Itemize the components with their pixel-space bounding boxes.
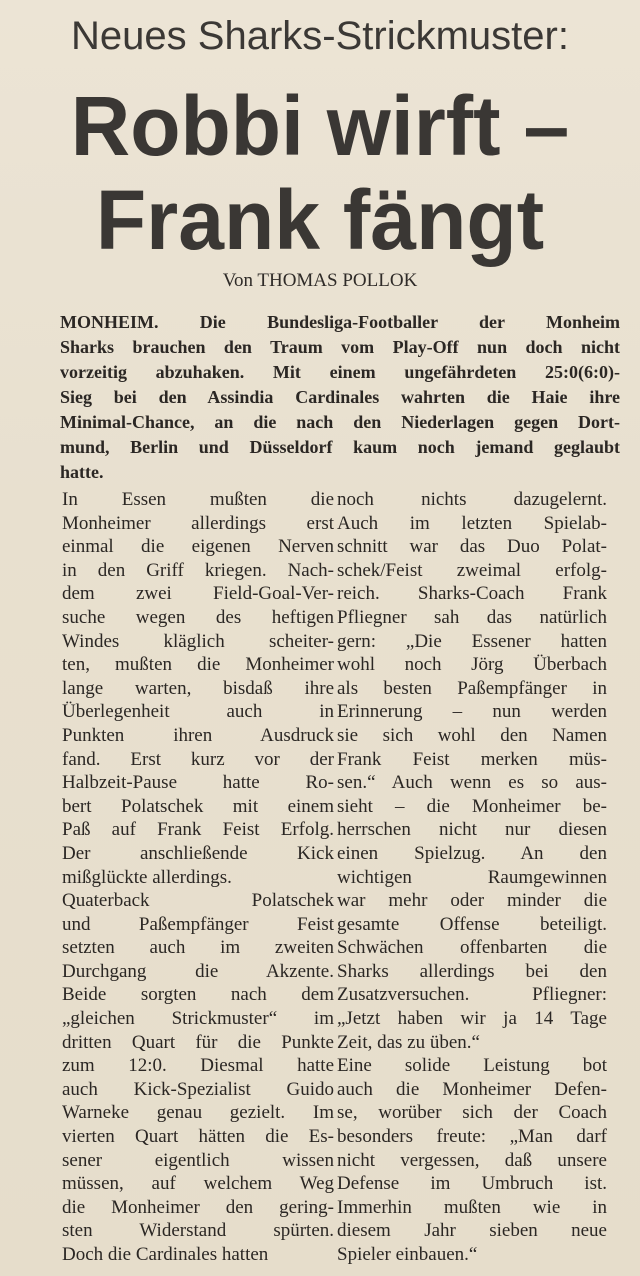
body-line: einen Spielzug. An den (337, 842, 607, 864)
body-line: Quaterback Polatschek (62, 890, 334, 912)
body-line: lange warten, bisdaß ihre (62, 677, 334, 699)
body-line: Monheimer allerdings erst (62, 512, 334, 534)
body-line: auch Kick-Spezialist Guido (62, 1078, 334, 1100)
body-line: gern: „Die Essener hatten (337, 630, 607, 652)
body-line: Beide sorgten nach dem (62, 984, 334, 1006)
body-line: Durchgang die Akzente. (62, 960, 334, 982)
body-line: Schwächen offenbarten die (337, 937, 607, 959)
body-line: Zeit, das zu üben.“ (337, 1031, 480, 1053)
body-line: müssen, auf welchem Weg (62, 1173, 334, 1195)
body-line: ten, mußten die Monheimer (62, 654, 334, 676)
body-line: sen.“ Auch wenn es so aus- (337, 772, 607, 794)
body-line: In Essen mußten die (62, 489, 334, 510)
headline-line-2: Frank fängt (95, 173, 545, 267)
lead-paragraph (60, 310, 620, 485)
body-line: schek/Feist zweimal erfolg- (337, 559, 607, 581)
body-line: se, worüber sich der Coach (337, 1102, 607, 1124)
body-line: Paß auf Frank Feist Erfolg. (62, 819, 334, 841)
lead-line: MONHEIM. Die Bundesliga-Footballer der Monheim (60, 312, 620, 332)
lead-line: hatte. (60, 462, 104, 482)
body-line: Spieler einbauen.“ (337, 1244, 478, 1265)
body-line: sten Widerstand spürten. (62, 1220, 334, 1242)
body-line: setzten auch im zweiten (62, 937, 334, 959)
body-line: Sharks allerdings bei den (337, 960, 607, 982)
body-line: fand. Erst kurz vor der (62, 748, 334, 770)
lead-line: mund, Berlin und Düsseldorf kaum noch jemand geglaubt (60, 437, 620, 457)
body-line: diesem Jahr sieben neue (337, 1220, 607, 1242)
body-line: zum 12:0. Diesmal hatte (62, 1055, 334, 1077)
column-left (62, 488, 334, 1267)
lead-line: Sieg bei den Assindia Cardinales wahrten die Haie ihre (60, 387, 620, 407)
body-line: Überlegenheit auch in (62, 701, 334, 723)
body-line: schnitt war das Duo Polat- (337, 536, 607, 558)
column-right (337, 488, 607, 1267)
body-line: Punkten ihren Ausdruck (62, 724, 334, 746)
body-line: und Paßempfänger Feist (62, 913, 334, 935)
body-line: die Monheimer den gering- (62, 1196, 334, 1218)
headline-line-1: Robbi wirft – (70, 79, 570, 173)
body-line: „gleichen Strickmuster“ im (62, 1008, 334, 1030)
body-line: bert Polatschek mit einem (62, 795, 334, 817)
body-line: gesamte Offense beteiligt. (337, 913, 607, 935)
body-line: war mehr oder minder die (337, 890, 607, 912)
body-line: Auch im letzten Spielab- (337, 512, 607, 534)
body-line: als besten Paßempfänger in (337, 677, 607, 699)
body-line: Doch die Cardinales hatten (62, 1244, 269, 1265)
body-line: sener eigentlich wissen (62, 1149, 334, 1171)
body-line: besonders freute: „Man darf (337, 1126, 607, 1148)
body-line: „Jetzt haben wir ja 14 Tage (337, 1008, 607, 1030)
body-line: mißglückte allerdings. (62, 866, 232, 888)
body-line: Immerhin mußten wie in (337, 1196, 607, 1218)
body-line: Eine solide Leistung bot (337, 1055, 607, 1077)
body-line: Windes kläglich scheiter- (62, 630, 334, 652)
byline: Von THOMAS POLLOK (222, 270, 418, 291)
body-line: vierten Quart hätten die Es- (62, 1126, 334, 1148)
kicker-headline: Neues Sharks-Strickmuster: (71, 14, 569, 58)
body-line: auch die Monheimer Defen- (337, 1078, 607, 1100)
body-line: sie sich wohl den Namen (337, 724, 607, 746)
body-line: noch nichts dazugelernt. (337, 489, 607, 510)
body-line: suche wegen des heftigen (62, 606, 334, 628)
body-line: herrschen nicht nur diesen (337, 819, 607, 841)
body-line: nicht vergessen, daß unsere (337, 1149, 607, 1171)
body-line: Der anschließende Kick (62, 842, 334, 864)
body-line: Defense im Umbruch ist. (337, 1173, 607, 1195)
body-line: wohl noch Jörg Überbach (337, 654, 607, 676)
body-line: Zusatzversuchen. Pfliegner: (337, 984, 607, 1006)
lead-line: Sharks brauchen den Traum vom Play-Off nun doch nicht (60, 337, 620, 357)
body-line: in den Griff kriegen. Nach- (62, 559, 334, 581)
body-line: Warneke genau gezielt. Im (62, 1102, 334, 1124)
body-line: Frank Feist merken müs- (337, 748, 607, 770)
body-line: einmal die eigenen Nerven (62, 536, 334, 558)
body-line: dem zwei Field-Goal-Ver- (62, 583, 334, 605)
body-line: wichtigen Raumgewinnen (337, 866, 607, 888)
lead-line: Minimal-Chance, an die nach den Niederlagen gegen Dort- (60, 412, 620, 432)
body-line: sieht – die Monheimer be- (337, 795, 607, 817)
body-line: Pfliegner sah das natürlich (337, 606, 607, 628)
body-line: Erinnerung – nun werden (337, 701, 607, 723)
body-line: Halbzeit-Pause hatte Ro- (62, 772, 334, 794)
lead-line: vorzeitig abzuhaken. Mit einem ungefährdeten 25:0(6:0)- (60, 362, 620, 382)
body-line: reich. Sharks-Coach Frank (337, 583, 607, 605)
body-line: dritten Quart für die Punkte (62, 1031, 334, 1053)
